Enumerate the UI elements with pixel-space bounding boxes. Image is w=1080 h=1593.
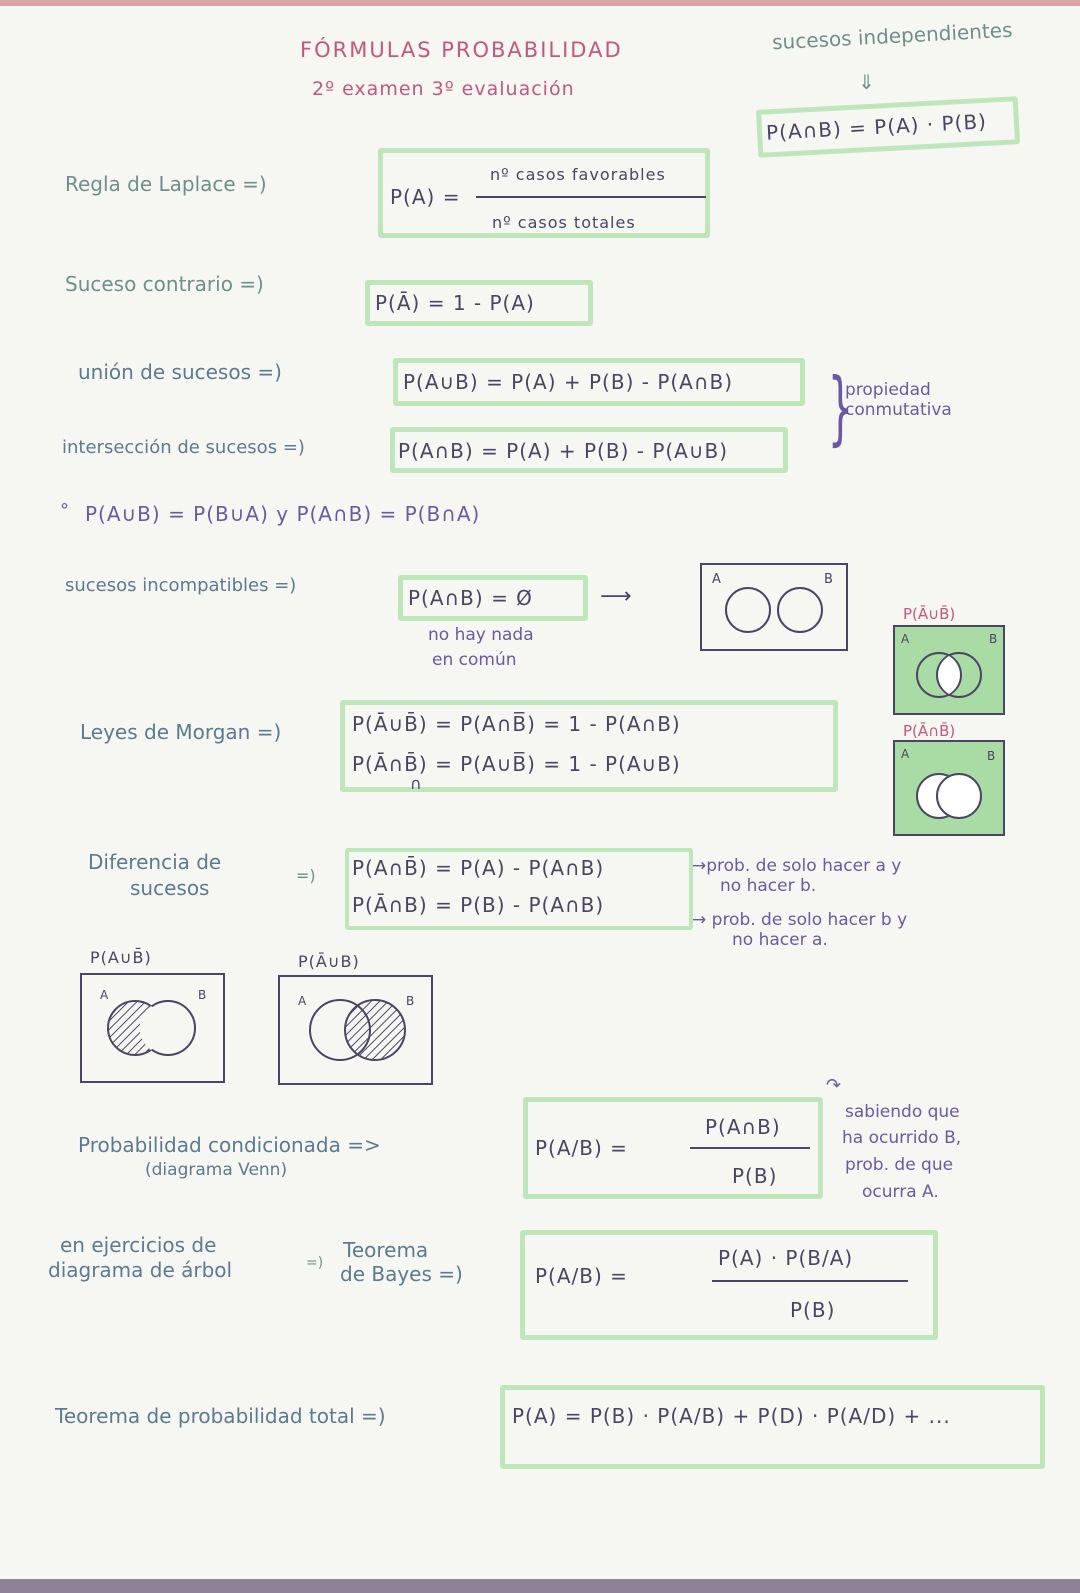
- incompatible-note-1: no hay nada: [428, 625, 534, 645]
- bayes-arrow: =): [306, 1255, 324, 1271]
- difference-venn1-title: P(A∪B̄): [90, 948, 152, 967]
- bayes-label-1: en ejercicios de: [60, 1233, 217, 1257]
- incompatible-formula: P(A∩B) = Ø: [408, 586, 533, 610]
- venn-morgan-2: [893, 740, 1005, 836]
- difference-formula-1: P(A∩B̄) = P(A) - P(A∩B): [352, 856, 605, 880]
- conditional-denominator: P(B): [732, 1164, 778, 1188]
- down-arrow-icon: ⇓: [858, 70, 875, 94]
- laplace-lhs: P(A) =: [390, 185, 461, 209]
- conditional-note-4: ocurra A.: [862, 1182, 939, 1202]
- bayes-lhs: P(A/B) =: [535, 1264, 628, 1288]
- difference-note-1a: →prob. de solo hacer a y: [692, 856, 902, 876]
- page-subtitle: 2º examen 3º evaluación: [312, 78, 575, 100]
- brace-icon: }: [827, 361, 854, 454]
- total-probability-label: Teorema de probabilidad total =): [55, 1404, 386, 1428]
- independent-formula: P(A∩B) = P(A) · P(B): [765, 109, 988, 145]
- conditional-note-3: prob. de que: [845, 1155, 954, 1175]
- venn-incompatible: [700, 563, 848, 651]
- page-bottom-edge: [0, 1579, 1080, 1593]
- svg-text:A: A: [901, 632, 910, 646]
- laplace-numerator: nº casos favorables: [490, 165, 666, 184]
- svg-text:A: A: [901, 747, 910, 761]
- total-probability-formula: P(A) = P(B) · P(A/B) + P(D) · P(A/D) + ...: [512, 1404, 951, 1428]
- commutative-note: propiedad conmutativa: [845, 380, 952, 420]
- union-formula: P(A∪B) = P(A) + P(B) - P(A∩B): [403, 370, 734, 394]
- bayes-denominator: P(B): [790, 1298, 836, 1322]
- incompatible-label: sucesos incompatibles =): [65, 575, 297, 596]
- venn-morgan-1: [893, 625, 1005, 715]
- bayes-name-1: Teorema: [343, 1238, 429, 1262]
- commutative-line: P(A∪B) = P(B∪A) y P(A∩B) = P(B∩A): [85, 502, 481, 526]
- svg-text:A: A: [298, 994, 307, 1008]
- contrary-label: Suceso contrario =): [65, 272, 264, 296]
- union-label: unión de sucesos =): [78, 360, 282, 384]
- svg-text:A: A: [712, 572, 721, 587]
- fraction-line: [712, 1280, 908, 1282]
- independent-label: sucesos independientes: [771, 17, 1014, 55]
- fraction-line: [690, 1147, 810, 1149]
- difference-note-1b: no hacer b.: [720, 876, 817, 896]
- svg-text:B: B: [406, 994, 415, 1008]
- bayes-name-2: de Bayes =): [340, 1262, 463, 1286]
- svg-text:B: B: [987, 749, 996, 763]
- page-title: FÓRMULAS PROBABILIDAD: [300, 38, 623, 62]
- incompatible-note-2: en común: [432, 650, 517, 670]
- bullet-icon: °: [60, 500, 69, 521]
- svg-text:A: A: [100, 988, 109, 1002]
- conditional-numerator: P(A∩B): [705, 1115, 781, 1139]
- conditional-note-1: sabiendo que: [845, 1102, 960, 1122]
- bayes-numerator: P(A) · P(B/A): [718, 1246, 854, 1270]
- morgan-venn1-title: P(Ā∪B̄): [903, 605, 956, 623]
- difference-note-2b: no hacer a.: [732, 930, 828, 950]
- laplace-denominator: nº casos totales: [492, 213, 636, 232]
- conditional-label-1: Probabilidad condicionada =>: [78, 1133, 381, 1157]
- difference-arrow: =): [296, 866, 316, 885]
- fraction-line: [476, 196, 706, 198]
- difference-formula-2: P(Ā∩B) = P(B) - P(A∩B): [352, 893, 605, 917]
- venn-difference-2: [278, 975, 433, 1085]
- intersection-formula: P(A∩B) = P(A) + P(B) - P(A∪B): [398, 439, 729, 463]
- svg-text:B: B: [989, 632, 998, 646]
- morgan-venn2-title: P(Ā∩B̄): [903, 722, 956, 740]
- conditional-label-2: (diagrama Venn): [145, 1160, 288, 1180]
- svg-text:B: B: [824, 572, 833, 587]
- morgan-formula-2: P(Ā∩B̄) = P(A∪B̅) = 1 - P(A∪B): [352, 752, 681, 776]
- curved-arrow-icon: ↷: [826, 1075, 842, 1096]
- difference-label-1: Diferencia de: [88, 850, 222, 874]
- conditional-note-2: ha ocurrido B,: [842, 1128, 962, 1148]
- laplace-label: Regla de Laplace =): [65, 172, 267, 196]
- bayes-label-2: diagrama de árbol: [48, 1258, 233, 1282]
- difference-label-2: sucesos: [130, 876, 210, 900]
- difference-venn2-title: P(Ā∪B): [298, 952, 360, 971]
- morgan-label: Leyes de Morgan =): [80, 720, 282, 744]
- venn-difference-1: [80, 973, 225, 1083]
- right-arrow-icon: ⟶: [600, 584, 632, 609]
- page-top-edge: [0, 0, 1080, 6]
- svg-text:B: B: [198, 988, 207, 1002]
- conditional-lhs: P(A/B) =: [535, 1136, 628, 1160]
- difference-note-2a: → prob. de solo hacer b y: [692, 910, 908, 930]
- intersection-label: intersección de sucesos =): [62, 437, 305, 458]
- morgan-formula-1: P(Ā∪B̄) = P(A∩B̅) = 1 - P(A∩B): [352, 712, 681, 736]
- morgan-correction-mark: ∩: [410, 774, 423, 793]
- contrary-formula: P(Ā) = 1 - P(A): [375, 291, 535, 315]
